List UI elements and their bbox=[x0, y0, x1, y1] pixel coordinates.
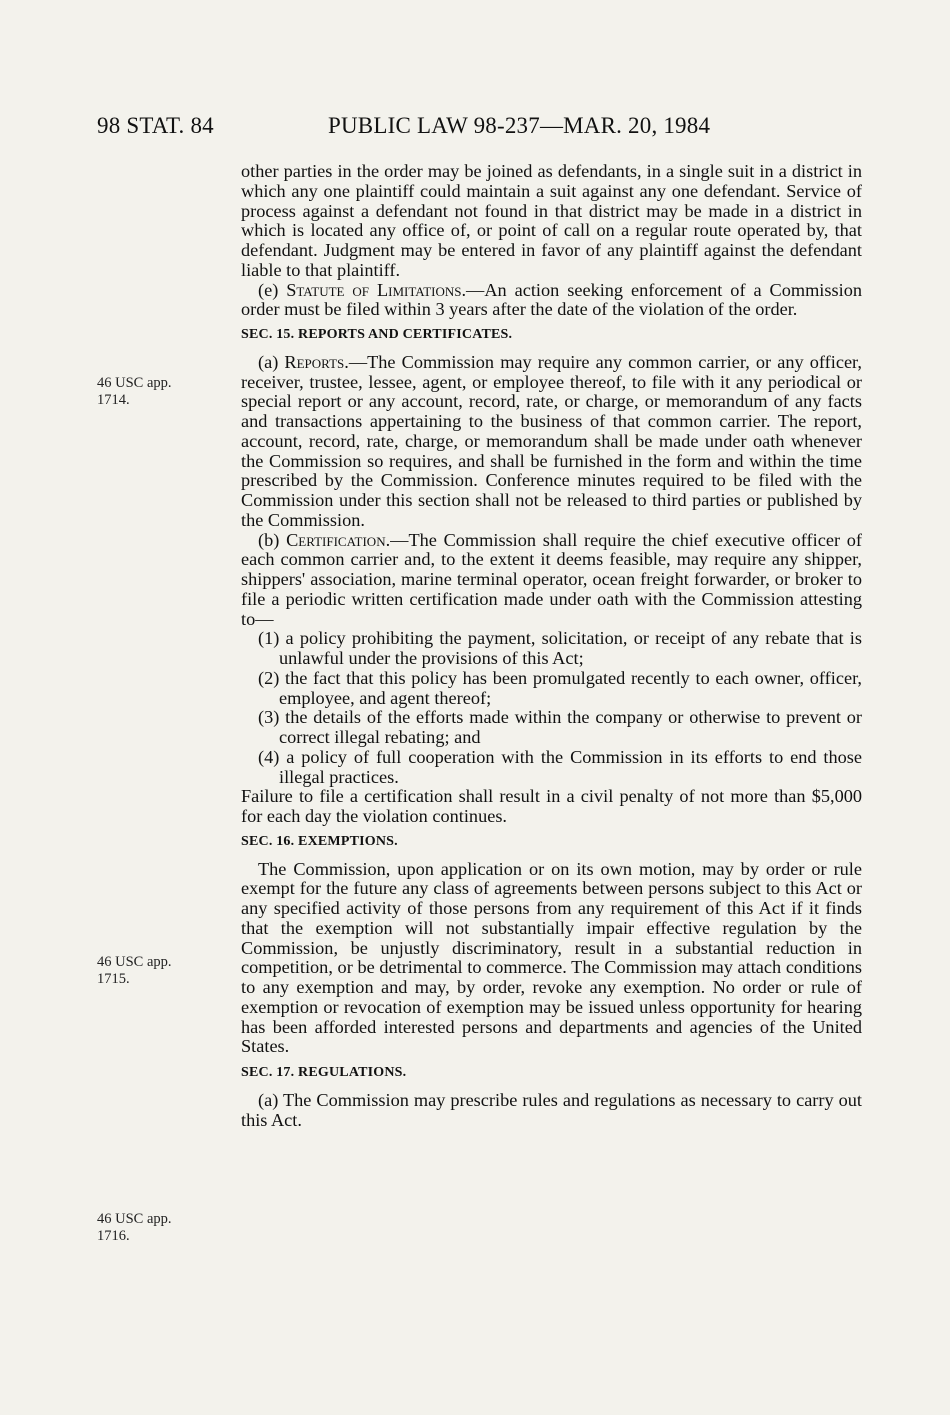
list-item: (2) the fact that this policy has been promulgated recently to each owner, officer, employee, and agent thereof; bbox=[258, 667, 862, 708]
margin-note-section: 1715. bbox=[97, 971, 130, 987]
paragraph-text: —The Commission may require any common carrier, or any officer, receiver, trustee, lessee, agent, or employee thereof, to file with it any periodical or special report or any account, record, rate, or charge, or memorandum of any facts and transactions appertaining to the business of that common carrier. The report, account, record, rate, charge, or memorandum shall be made under oath whenever the Commission so requires, and shall be furnished in the form and within the time prescribed by the Commission. Conference minutes required to be filed with the Commission under this section shall not be released to third parties or published by the Commission. bbox=[241, 351, 862, 530]
paragraph-label: (a) bbox=[258, 351, 285, 372]
margin-note-sec17 bbox=[97, 1211, 172, 1245]
body-text bbox=[241, 162, 862, 1130]
paragraph-text: —The Commission shall require the chief executive officer of each common carrier and, to the extent it deems feasible, may require any shipper, shippers' association, marine terminal operator, ocean freight forwarder, or broker to file a periodic written certification made under oath with the Commission attesting to— bbox=[241, 529, 863, 629]
list-item: (3) the details of the efforts made within the company or otherwise to prevent or correct illegal rebating; and bbox=[258, 707, 862, 747]
margin-note-sec16 bbox=[97, 954, 172, 988]
paragraph-label: (e) bbox=[258, 279, 287, 300]
page-title: PUBLIC LAW 98-237—MAR. 20, 1984 bbox=[328, 113, 711, 138]
paragraph-e bbox=[241, 281, 862, 321]
list-item: (4) a policy of full cooperation with the Commission in its efforts to end those illegal practices. bbox=[258, 746, 862, 787]
margin-note-citation: 46 USC app. bbox=[97, 375, 172, 391]
penalty-paragraph: Failure to file a certification shall result in a civil penalty of not more than $5,000 for each day the violation continues. bbox=[241, 786, 862, 826]
paragraph-label: (b) bbox=[258, 529, 287, 550]
regulations-paragraph: (a) The Commission may prescribe rules and regulations as necessary to carry out this Act. bbox=[241, 1089, 862, 1130]
paragraph-b bbox=[241, 531, 862, 630]
paragraph-text: —An action seeking enforcement of a Commission order must be filed within 3 years after the date of the violation of the order. bbox=[241, 279, 862, 320]
page-reference: 98 STAT. 84 bbox=[97, 113, 214, 138]
margin-note-section: 1714. bbox=[97, 392, 130, 408]
list-item: (1) a policy prohibiting the payment, solicitation, or receipt of any rebate that is unlawful under the provisions of this Act; bbox=[258, 628, 862, 668]
paragraph-a bbox=[241, 353, 862, 531]
margin-note-section: 1716. bbox=[97, 1228, 130, 1244]
continued-paragraph: other parties in the order may be joined as defendants, in a single suit in a district in which any one plaintiff could maintain a suit against any one defendant. Service of process against a defendant not found in that district may be made in a district in which is located any office of, or point of call on a regular route operated by, that defendant. Judgment may be entered in favor of any plaintiff against the defendant liable to that plaintiff. bbox=[241, 161, 862, 280]
paragraph-caption: Certification. bbox=[286, 529, 391, 550]
exemptions-paragraph: The Commission, upon application or on its own motion, may by order or rule exempt for the future any class of agreements between persons subject to this Act or any specified activity of those persons from any requirement of this Act if it finds that the exemption will not substantially impair effective regulation by the Commission, be unjustly discriminatory, result in a substantial reduction in competition, or be detrimental to commerce. The Commission may attach conditions to any exemption and may, by order, revoke any exemption. No order or rule of exemption or revocation of exemption may be issued unless opportunity for hearing has been afforded interested persons and departments and agencies of the United States. bbox=[241, 858, 862, 1057]
margin-note-citation: 46 USC app. bbox=[97, 1211, 172, 1227]
margin-note-sec15 bbox=[97, 375, 172, 409]
section-heading-15: SEC. 15. REPORTS AND CERTIFICATES. bbox=[241, 327, 513, 342]
paragraph-caption: Statute of Limitations. bbox=[286, 279, 467, 300]
section-heading-16: SEC. 16. EXEMPTIONS. bbox=[241, 833, 398, 849]
margin-note-citation: 46 USC app. bbox=[97, 954, 172, 970]
section-heading-17: SEC. 17. REGULATIONS. bbox=[241, 1065, 407, 1080]
paragraph-caption: Reports. bbox=[284, 351, 349, 372]
